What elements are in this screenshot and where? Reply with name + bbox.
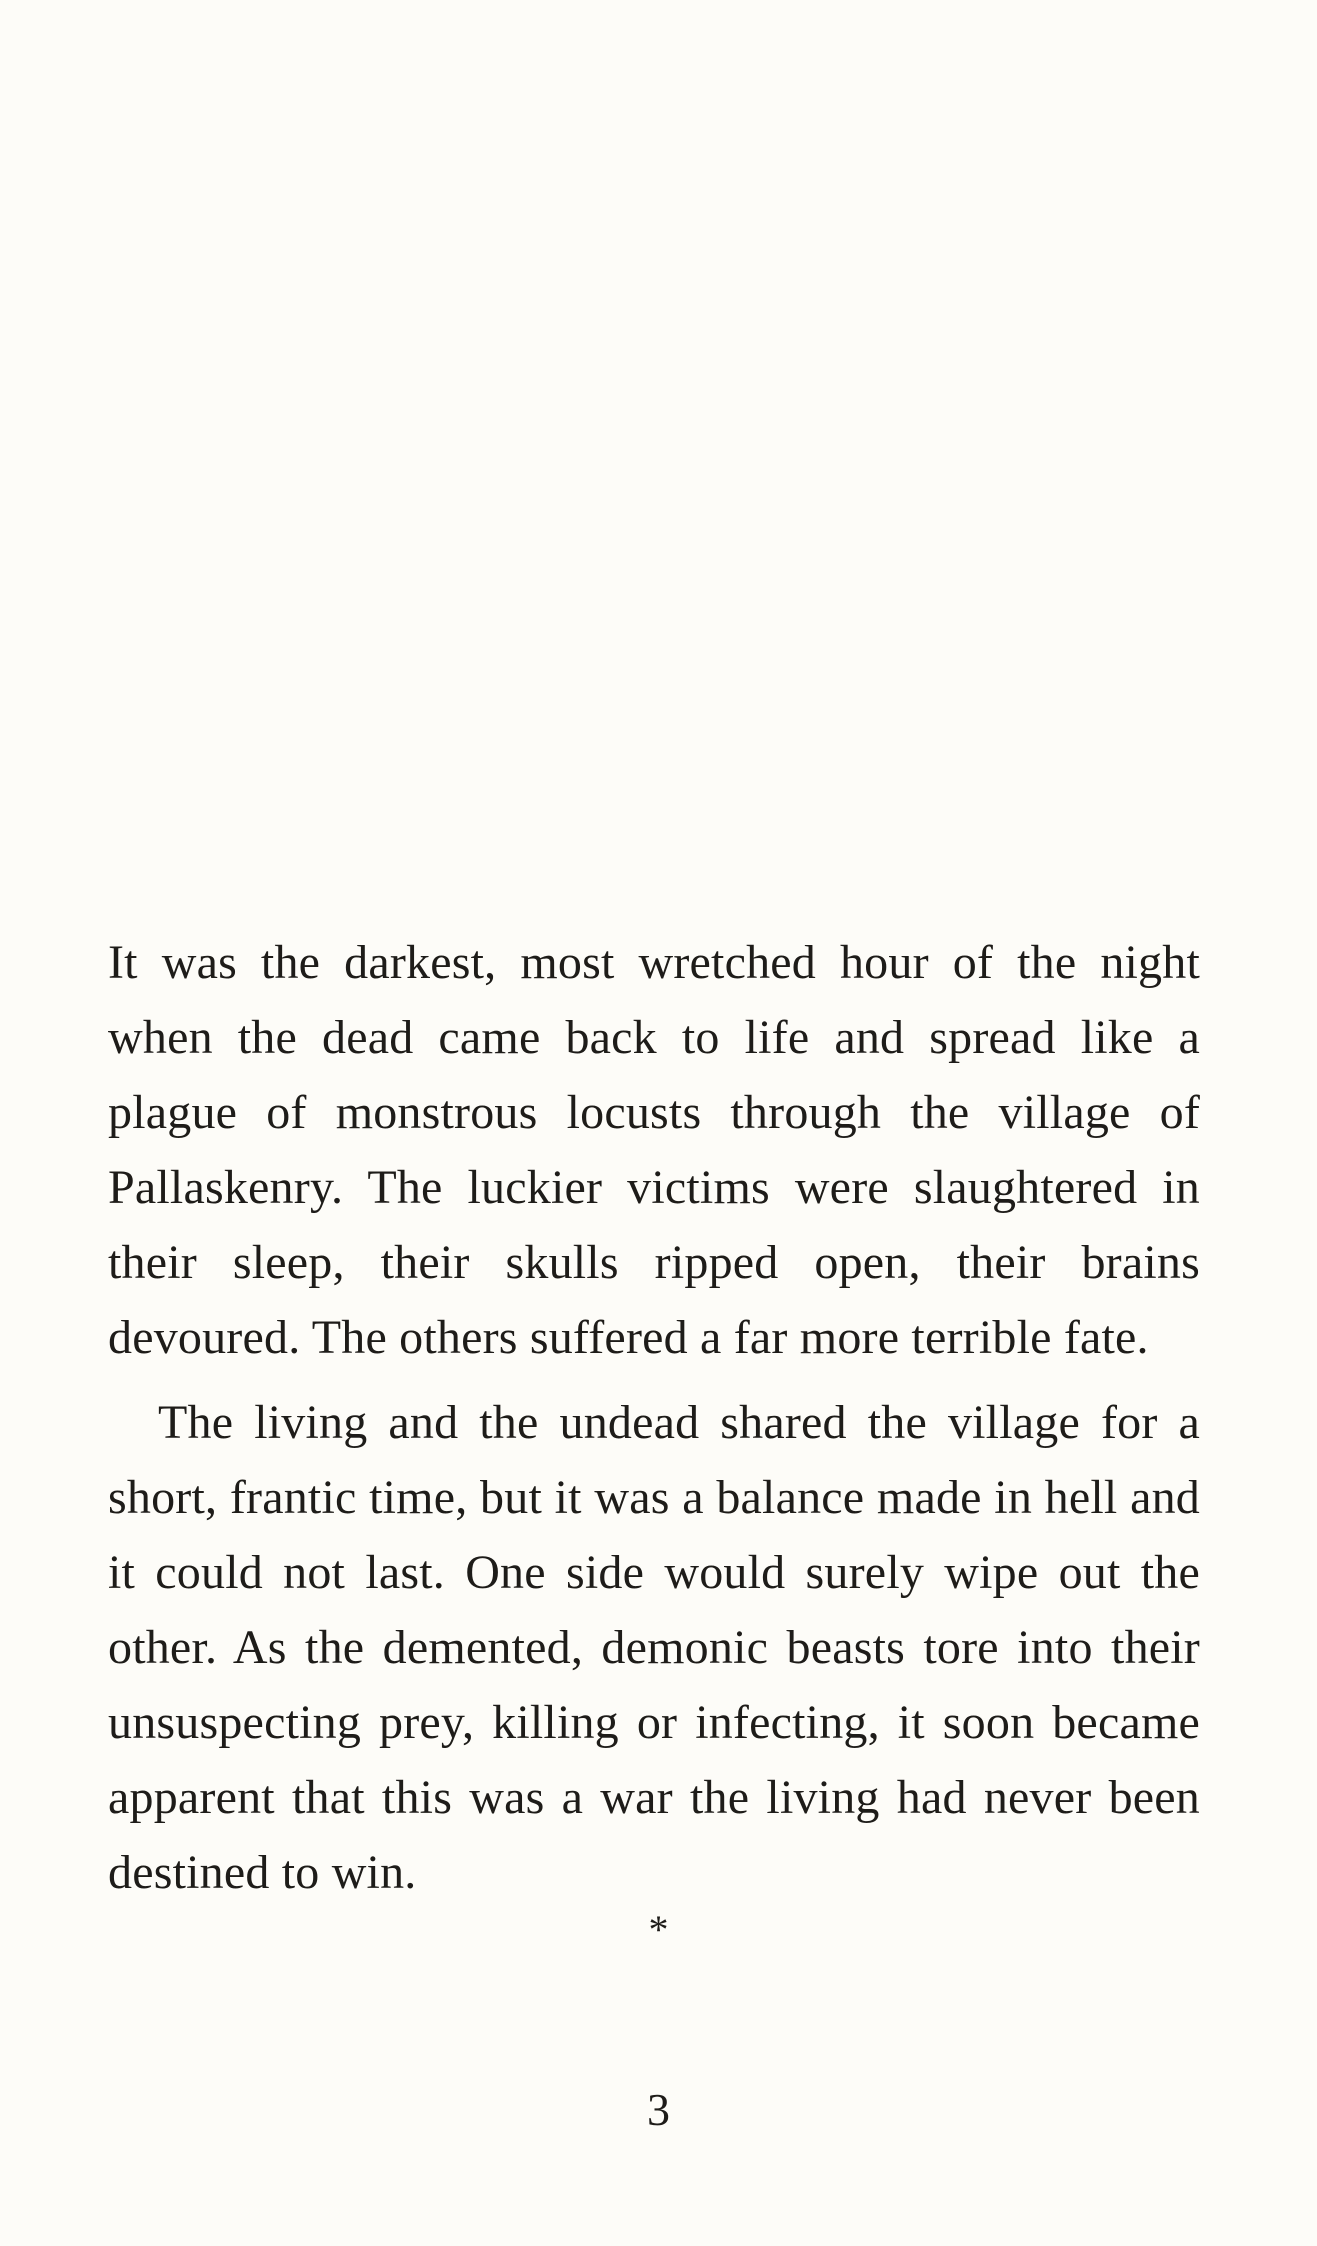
- body-text: [108, 925, 1200, 1910]
- section-break-asterisk: *: [648, 1907, 669, 1952]
- paragraph-1: It was the darkest, most wretched hour of the night when the dead came back to life and spread like a plague of monstrous locusts through the village of Pallaskenry. The luckier victims were slaughtered in their sleep, their skulls ripped open, their brains devoured. The others suffered a far more terrible fate.: [108, 936, 1200, 1364]
- paragraph-2: The living and the undead shared the village for a short, frantic time, but it was a balance made in hell and it could not last. One side would surely wipe out the other. As the demented, demonic beasts tore into their unsuspecting prey, killing or infecting, it soon became apparent that this was a war the living had never been destined to win.: [108, 1396, 1200, 1899]
- page-number: 3: [647, 2084, 670, 2135]
